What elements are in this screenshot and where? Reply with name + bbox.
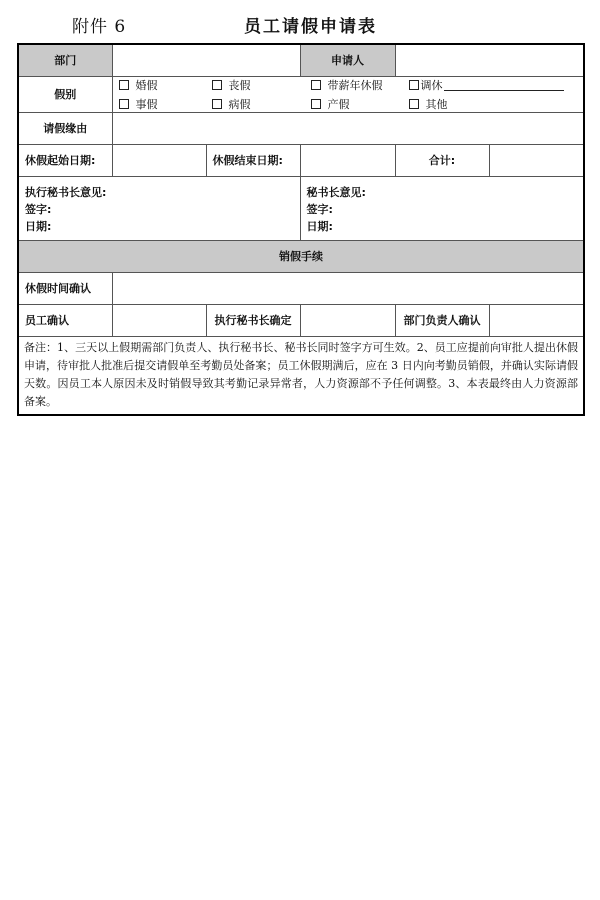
leave-option-sick[interactable]: [212, 96, 311, 112]
end-date-field[interactable]: [300, 144, 395, 176]
form-title: 员工请假申请表: [244, 17, 377, 37]
date-label: 日期:: [25, 219, 52, 233]
leave-option-label: 带薪年休假: [327, 78, 383, 92]
leave-reason-label: 请假缘由: [18, 112, 112, 144]
checkbox-icon[interactable]: [311, 99, 321, 109]
row-dates: [18, 144, 584, 176]
signature-label: 签字:: [25, 202, 52, 216]
total-label: 合计:: [395, 144, 489, 176]
row-confirmations: [18, 304, 584, 336]
leave-reason-field[interactable]: [112, 112, 584, 144]
checkbox-icon[interactable]: [409, 99, 419, 109]
date-label: 日期:: [306, 219, 333, 233]
leave-type-options: [112, 76, 584, 112]
row-note: [18, 336, 584, 415]
exec-secretary-opinion-cell[interactable]: [18, 176, 300, 240]
leave-option-label: 病假: [228, 97, 251, 111]
leave-option-personal[interactable]: [119, 96, 212, 112]
leave-option-maternity[interactable]: [311, 96, 409, 112]
checkbox-icon[interactable]: [212, 99, 222, 109]
secretary-opinion-label: 秘书长意见:: [306, 185, 366, 199]
secretary-opinion-cell[interactable]: [300, 176, 584, 240]
applicant-label: 申请人: [300, 44, 395, 76]
checkbox-icon[interactable]: [409, 80, 419, 90]
row-leave-type: [18, 76, 584, 112]
checkbox-icon[interactable]: [311, 80, 321, 90]
cancel-leave-section-header: 销假手续: [18, 240, 584, 272]
leave-type-label: 假别: [18, 76, 112, 112]
applicant-field[interactable]: [395, 44, 584, 76]
attachment-label: 附件 6: [72, 17, 127, 37]
row-time-confirm: [18, 272, 584, 304]
dept-head-confirm-field[interactable]: [489, 304, 584, 336]
department-field[interactable]: [112, 44, 300, 76]
leave-option-label: 婚假: [135, 78, 158, 92]
time-confirm-label: 休假时间确认: [18, 272, 112, 304]
dept-head-confirm-label: 部门负责人确认: [395, 304, 489, 336]
row-department: [18, 44, 584, 76]
leave-option-bereavement[interactable]: [212, 77, 311, 93]
total-field[interactable]: [489, 144, 584, 176]
time-confirm-field[interactable]: [112, 272, 584, 304]
checkbox-icon[interactable]: [119, 80, 129, 90]
exec-secretary-opinion-label: 执行秘书长意见:: [25, 185, 107, 199]
employee-confirm-field[interactable]: [112, 304, 206, 336]
leave-option-label: 丧假: [228, 78, 251, 92]
start-date-label: 休假起始日期:: [18, 144, 112, 176]
row-cancel-section: [18, 240, 584, 272]
leave-option-label: 产假: [327, 97, 350, 111]
checkbox-icon[interactable]: [212, 80, 222, 90]
leave-option-other[interactable]: [409, 96, 578, 112]
row-leave-reason: [18, 112, 584, 144]
row-opinions: [18, 176, 584, 240]
leave-option-paid-annual[interactable]: [311, 77, 409, 93]
leave-option-label: 其他: [425, 97, 448, 111]
checkbox-icon[interactable]: [119, 99, 129, 109]
leave-option-marriage[interactable]: [119, 77, 212, 93]
compensatory-blank-line[interactable]: [444, 79, 564, 91]
exec-secretary-confirm-label: 执行秘书长确定: [206, 304, 300, 336]
leave-application-form: [17, 43, 585, 416]
exec-secretary-confirm-field[interactable]: [300, 304, 395, 336]
end-date-label: 休假结束日期:: [206, 144, 300, 176]
start-date-field[interactable]: [112, 144, 206, 176]
leave-option-compensatory[interactable]: [409, 77, 578, 93]
leave-option-label: 事假: [135, 97, 158, 111]
form-note: 备注：1、三天以上假期需部门负责人、执行秘书长、秘书长同时签字方可生效。2、员工应提前向审批人提出休假申请，待审批人批准后提交请假单至考勤员处备案；员工休假期满后，应在 3 日内向考勤员销假，并确认实际请假天数。因员工本人原因未及时销假导致其考勤记录异常者，人力资源部不予任何调整。3、本表最终由人力资源部备案。: [18, 336, 584, 415]
department-label: 部门: [18, 44, 112, 76]
page-header: [0, 12, 600, 38]
signature-label: 签字:: [306, 202, 333, 216]
leave-option-label: 调休: [420, 78, 443, 92]
employee-confirm-label: 员工确认: [18, 304, 112, 336]
